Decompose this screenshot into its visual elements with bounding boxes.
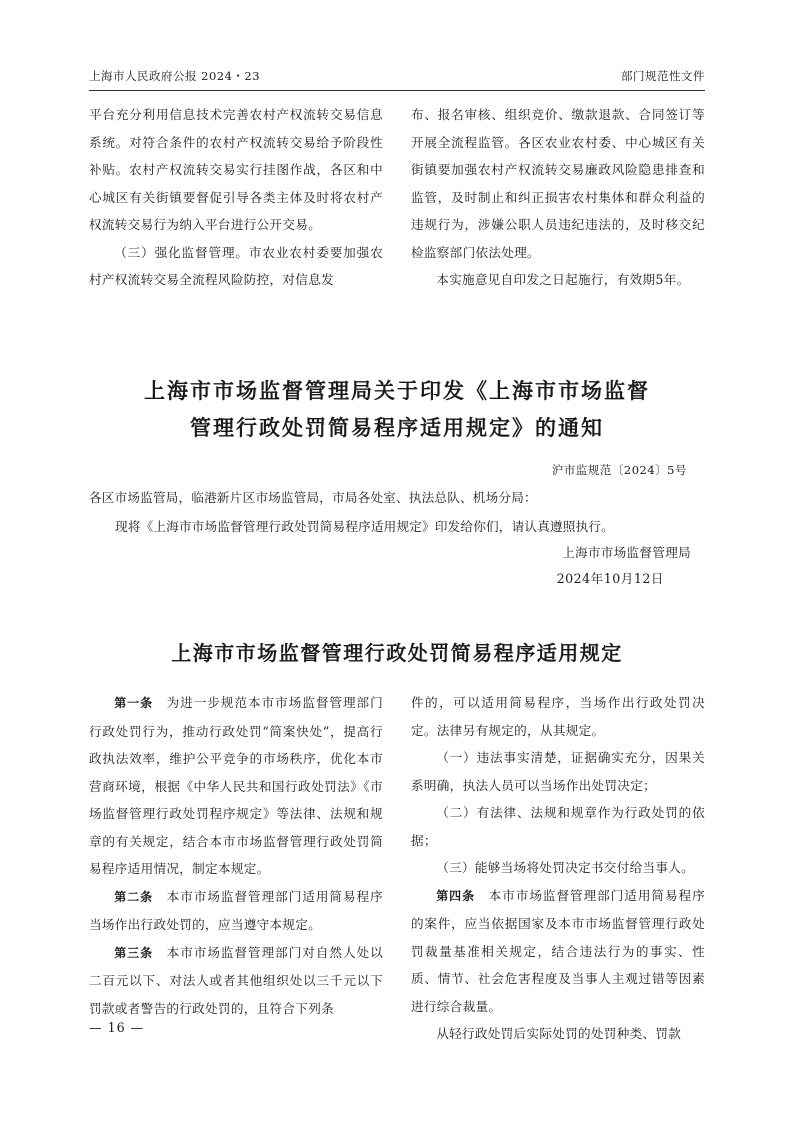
notice-title-line-2: 管理行政处罚简易程序适用规定》的通知 xyxy=(190,416,604,440)
paragraph xyxy=(411,744,705,799)
paragraph: 布、报名审核、组织竞价、缴款退款、合同签订等开展全流程监管。各区农业农村委、中心城区有关街镇要加强农村产权流转交易廉政风险隐患排查和监管，及时制止和纠正损害农村集体和群众利益的违规行为，涉嫌公职人员违纪违法的，及时移交纪检监察部门依法处理。 xyxy=(411,107,705,260)
article-text: 本市市场监督管理部门对自然人处以二百元以下、对法人或者其他组织处以三千元以下罚款或者警告的行政处罚的，且符合下列条 xyxy=(89,944,383,1016)
article xyxy=(411,882,705,1021)
article xyxy=(89,883,383,939)
issuer: 上海市市场监督管理局 xyxy=(562,545,691,560)
notice-title-line-1: 上海市市场监督管理局关于印发《上海市市场监督 xyxy=(144,379,650,403)
running-header xyxy=(89,68,705,88)
paragraph xyxy=(411,799,705,854)
article-text: （一）违法事实清楚，证据确实充分，因果关系明确，执法人员可以当场作出处罚决定； xyxy=(411,750,705,793)
page-number: — 16 — xyxy=(89,1020,145,1035)
paragraph xyxy=(411,854,705,882)
paragraph xyxy=(411,689,705,744)
top-left-column xyxy=(89,101,383,294)
article xyxy=(89,939,383,1023)
article-text: 从轻行政处罚后实际处罚的处罚种类、罚款 xyxy=(436,1026,682,1041)
paragraph: （三）强化监督管理。市农业农村委要加强农村产权流转交易全流程风险防控，对信息发 xyxy=(89,244,383,287)
section-name: 部门规范性文件 xyxy=(621,69,705,83)
paragraph xyxy=(411,1020,705,1048)
rules-right-column xyxy=(411,689,705,1048)
article-heading: 第四条 xyxy=(436,888,476,903)
issue-date: 2024年10月12日 xyxy=(556,571,664,586)
article-heading: 第二条 xyxy=(114,889,154,904)
article-text: （三）能够当场将处罚决定书交付给当事人。 xyxy=(436,860,695,875)
paragraph: 平台充分利用信息技术完善农村产权流转交易信息系统。对符合条件的农村产权流转交易给予阶段性补贴。农村产权流转交易实行挂图作战，各区和中心城区有关街镇要督促引导各类主体及时将农村产权流转交易行为纳入平台进行公开交易。 xyxy=(89,107,383,232)
article-text: 本市市场监督管理部门适用简易程序的案件，应当依据国家及本市市场监督管理行政处罚裁量基准相关规定，结合违法行为的事实、性质、情节、社会危害程度及当事人主观过错等因素进行综合裁量。 xyxy=(411,887,705,1014)
document-number: 沪市监规范〔2024〕5号 xyxy=(551,463,687,477)
article-text: 为进一步规范本市市场监督管理部门行政处罚行为，推动行政处罚“简案快处”，提高行政执法效率，维护公平竞争的市场秩序，优化本市营商环境，根据《中华人民共和国行政处罚法》《市场监督管理行政处罚程序规定》等法律、法规和规章的有关规定，结合本市市场监督管理行政处罚简易程序适用情况，制定本规定。 xyxy=(89,695,383,876)
rules-title: 上海市市场监督管理行政处罚简易程序适用规定 xyxy=(171,641,623,665)
article-heading: 第一条 xyxy=(114,696,154,710)
notice-body: 现将《上海市市场监督管理行政处罚简易程序适用规定》印发给你们，请认真遵照执行。 xyxy=(115,519,614,534)
top-right-column xyxy=(411,101,705,294)
article-text: 件的，可以适用简易程序，当场作出行政处罚决定。法律另有规定的，从其规定。 xyxy=(411,695,705,738)
paragraph: 本实施意见自印发之日起施行，有效期5年。 xyxy=(436,272,690,287)
header-divider xyxy=(89,90,705,91)
article-text: （二）有法律、法规和规章作为行政处罚的依据； xyxy=(411,805,705,848)
gazette-issue: 上海市人民政府公报 2024・23 xyxy=(89,69,261,83)
article xyxy=(89,689,383,883)
article-text: 本市市场监督管理部门适用简易程序当场作出行政处罚的，应当遵守本规定。 xyxy=(89,888,383,932)
addressee: 各区市场监管局，临港新片区市场监管局，市局各处室、执法总队、机场分局： xyxy=(89,490,537,505)
article-heading: 第三条 xyxy=(114,945,154,960)
rules-left-column xyxy=(89,689,383,1022)
